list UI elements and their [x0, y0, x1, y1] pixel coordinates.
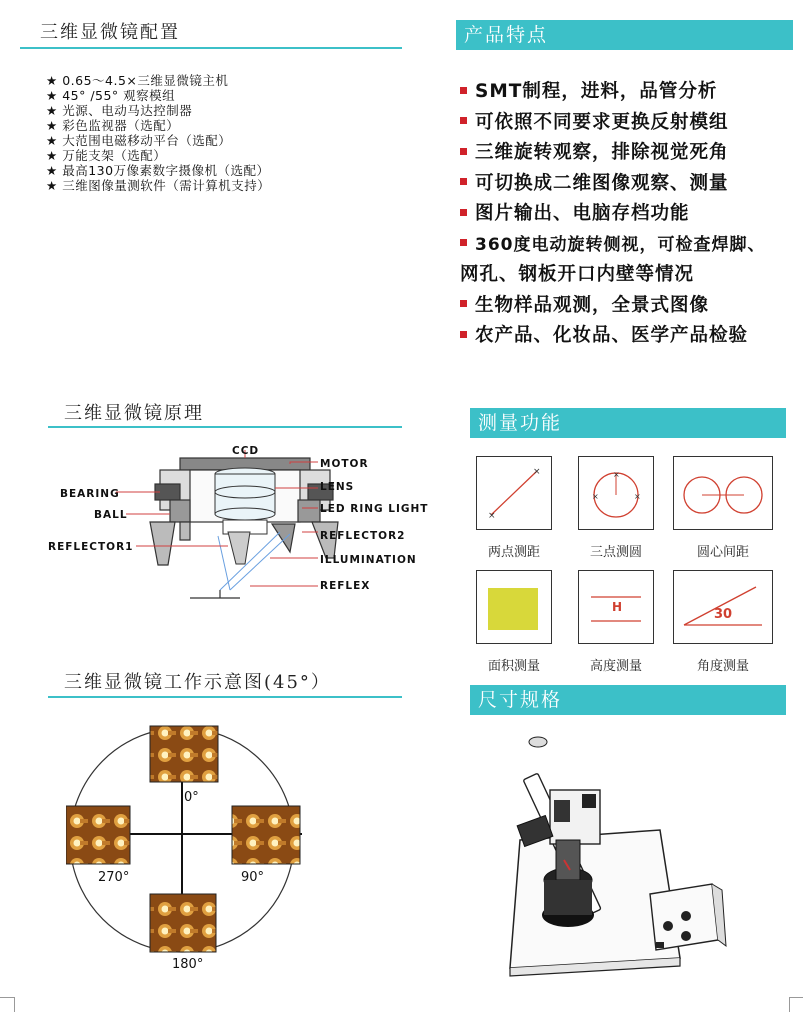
feature-item: 农产品、化妆品、医学产品检验: [460, 321, 800, 352]
config-title-rule: [20, 47, 402, 49]
angle-value: 30: [714, 607, 733, 622]
three-point-circle-icon: [579, 457, 653, 529]
feature-item-continuation: 网孔、钢板开口内壁等情况: [460, 264, 695, 285]
label-led-ring-light: LED RING LIGHT: [320, 503, 429, 515]
feature-item: 三维旋转观察，排除视觉死角: [460, 138, 800, 169]
solder-photo-right: [232, 806, 300, 864]
measure-three-point-box: [578, 456, 654, 530]
svg-text:×: ×: [533, 467, 541, 477]
controller-box: [650, 884, 726, 950]
measure-title-bar: [470, 408, 786, 438]
principle-title-rule: [48, 426, 402, 428]
measure-area-box: [476, 570, 552, 644]
area-fill-icon: [488, 588, 538, 630]
bullet-square-icon: [460, 178, 467, 185]
measure-title: 测量功能: [478, 412, 563, 434]
principle-diagram: [40, 440, 440, 610]
control-knob-icon: [663, 921, 673, 931]
solder-photo-left: [66, 806, 130, 864]
config-item: ★ 万能支架（选配）: [46, 148, 386, 163]
features-list: [460, 77, 800, 352]
corner-mark-left: [0, 997, 15, 1012]
principle-title: 三维显微镜原理: [64, 403, 204, 424]
config-item: ★ 光源、电动马达控制器: [46, 103, 386, 118]
bullet-square-icon: [460, 148, 467, 155]
svg-text:×: ×: [592, 492, 599, 501]
control-knob-icon: [681, 931, 691, 941]
label-reflector2: REFLECTOR2: [320, 530, 406, 542]
measure-two-point-box: [476, 456, 552, 530]
feature-item: 可切换成二维图像观察、测量: [460, 169, 800, 200]
angle-label-right: 90°: [241, 870, 265, 885]
measure-angle-box: [673, 570, 773, 644]
angle-label-left: 270°: [98, 870, 130, 885]
measure-label: 面积测量: [487, 659, 540, 674]
label-motor: MOTOR: [320, 458, 369, 470]
bullet-square-icon: [460, 300, 467, 307]
features-title-bar: [456, 20, 793, 50]
measure-height-box: [578, 570, 654, 644]
angle-label-top: 0°: [184, 790, 199, 805]
label-reflector1: REFLECTOR1: [48, 541, 134, 553]
bullet-square-icon: [460, 209, 467, 216]
feature-item: 生物样品观测，全景式图像: [460, 291, 800, 322]
bullet-square-icon: [460, 87, 467, 94]
sample-stand: [190, 590, 240, 598]
feature-item: 可依照不同要求更换反射模组: [460, 108, 800, 139]
two-point-distance-icon: [477, 457, 551, 529]
label-reflex: REFLEX: [320, 580, 371, 592]
bullet-square-icon: [460, 239, 467, 246]
bullet-square-icon: [460, 331, 467, 338]
bullet-square-icon: [460, 117, 467, 124]
label-ccd: CCD: [232, 445, 260, 457]
measure-label: 三点测圆: [589, 545, 642, 560]
dimensions-title-bar: [470, 685, 786, 715]
measure-center-distance-box: [673, 456, 773, 530]
feature-item: 图片输出、电脑存档功能: [460, 199, 800, 230]
label-bearing: BEARING: [60, 488, 120, 500]
solder-photo-bottom: [150, 894, 216, 952]
svg-text:×: ×: [613, 470, 620, 479]
microscope-product-illustration: [490, 730, 740, 990]
label-illumination: ILLUMINATION: [320, 554, 417, 566]
config-item: ★ 大范围电磁移动平台（选配）: [46, 133, 386, 148]
config-item: ★ 最高130万像素数字摄像机（选配）: [46, 163, 386, 178]
label-lens: LENS: [320, 481, 355, 493]
light-rays: [218, 532, 290, 590]
config-item: ★ 45° /55° 观察模组: [46, 88, 386, 103]
corner-mark-right: [789, 997, 803, 1012]
config-item: ★ 0.65～4.5×三维显微镜主机: [46, 73, 386, 88]
feature-item: SMT制程，进料，品管分析: [460, 77, 800, 108]
dimensions-title: 尺寸规格: [478, 689, 563, 711]
measure-label: 圆心间距: [696, 545, 749, 560]
measure-label: 两点测距: [487, 545, 540, 560]
label-ball: BALL: [94, 509, 128, 521]
center-distance-icon: [674, 457, 772, 529]
features-title: 产品特点: [464, 24, 549, 46]
solder-photo-top: [150, 726, 218, 782]
height-glyph: H: [612, 600, 623, 614]
reflector1-mirror: [228, 532, 250, 564]
control-knob-icon: [681, 911, 691, 921]
config-title: 三维显微镜配置: [40, 22, 180, 43]
svg-text:×: ×: [488, 511, 496, 521]
measure-label: 高度测量: [589, 659, 642, 674]
lens-stack-icon: [215, 468, 275, 534]
config-list: [46, 73, 386, 193]
working-diagram: [66, 722, 316, 982]
svg-text:×: ×: [634, 492, 641, 501]
feature-item: 360度电动旋转侧视，可检查焊脚、: [460, 230, 800, 261]
working-title-rule: [48, 696, 402, 698]
measure-label: 角度测量: [696, 659, 749, 674]
config-item: ★ 彩色监视器（选配）: [46, 118, 386, 133]
config-item: ★ 三维图像量测软件（需计算机支持）: [46, 178, 386, 193]
working-title: 三维显微镜工作示意图(45°）: [64, 672, 331, 693]
angle-label-bottom: 180°: [172, 957, 204, 972]
